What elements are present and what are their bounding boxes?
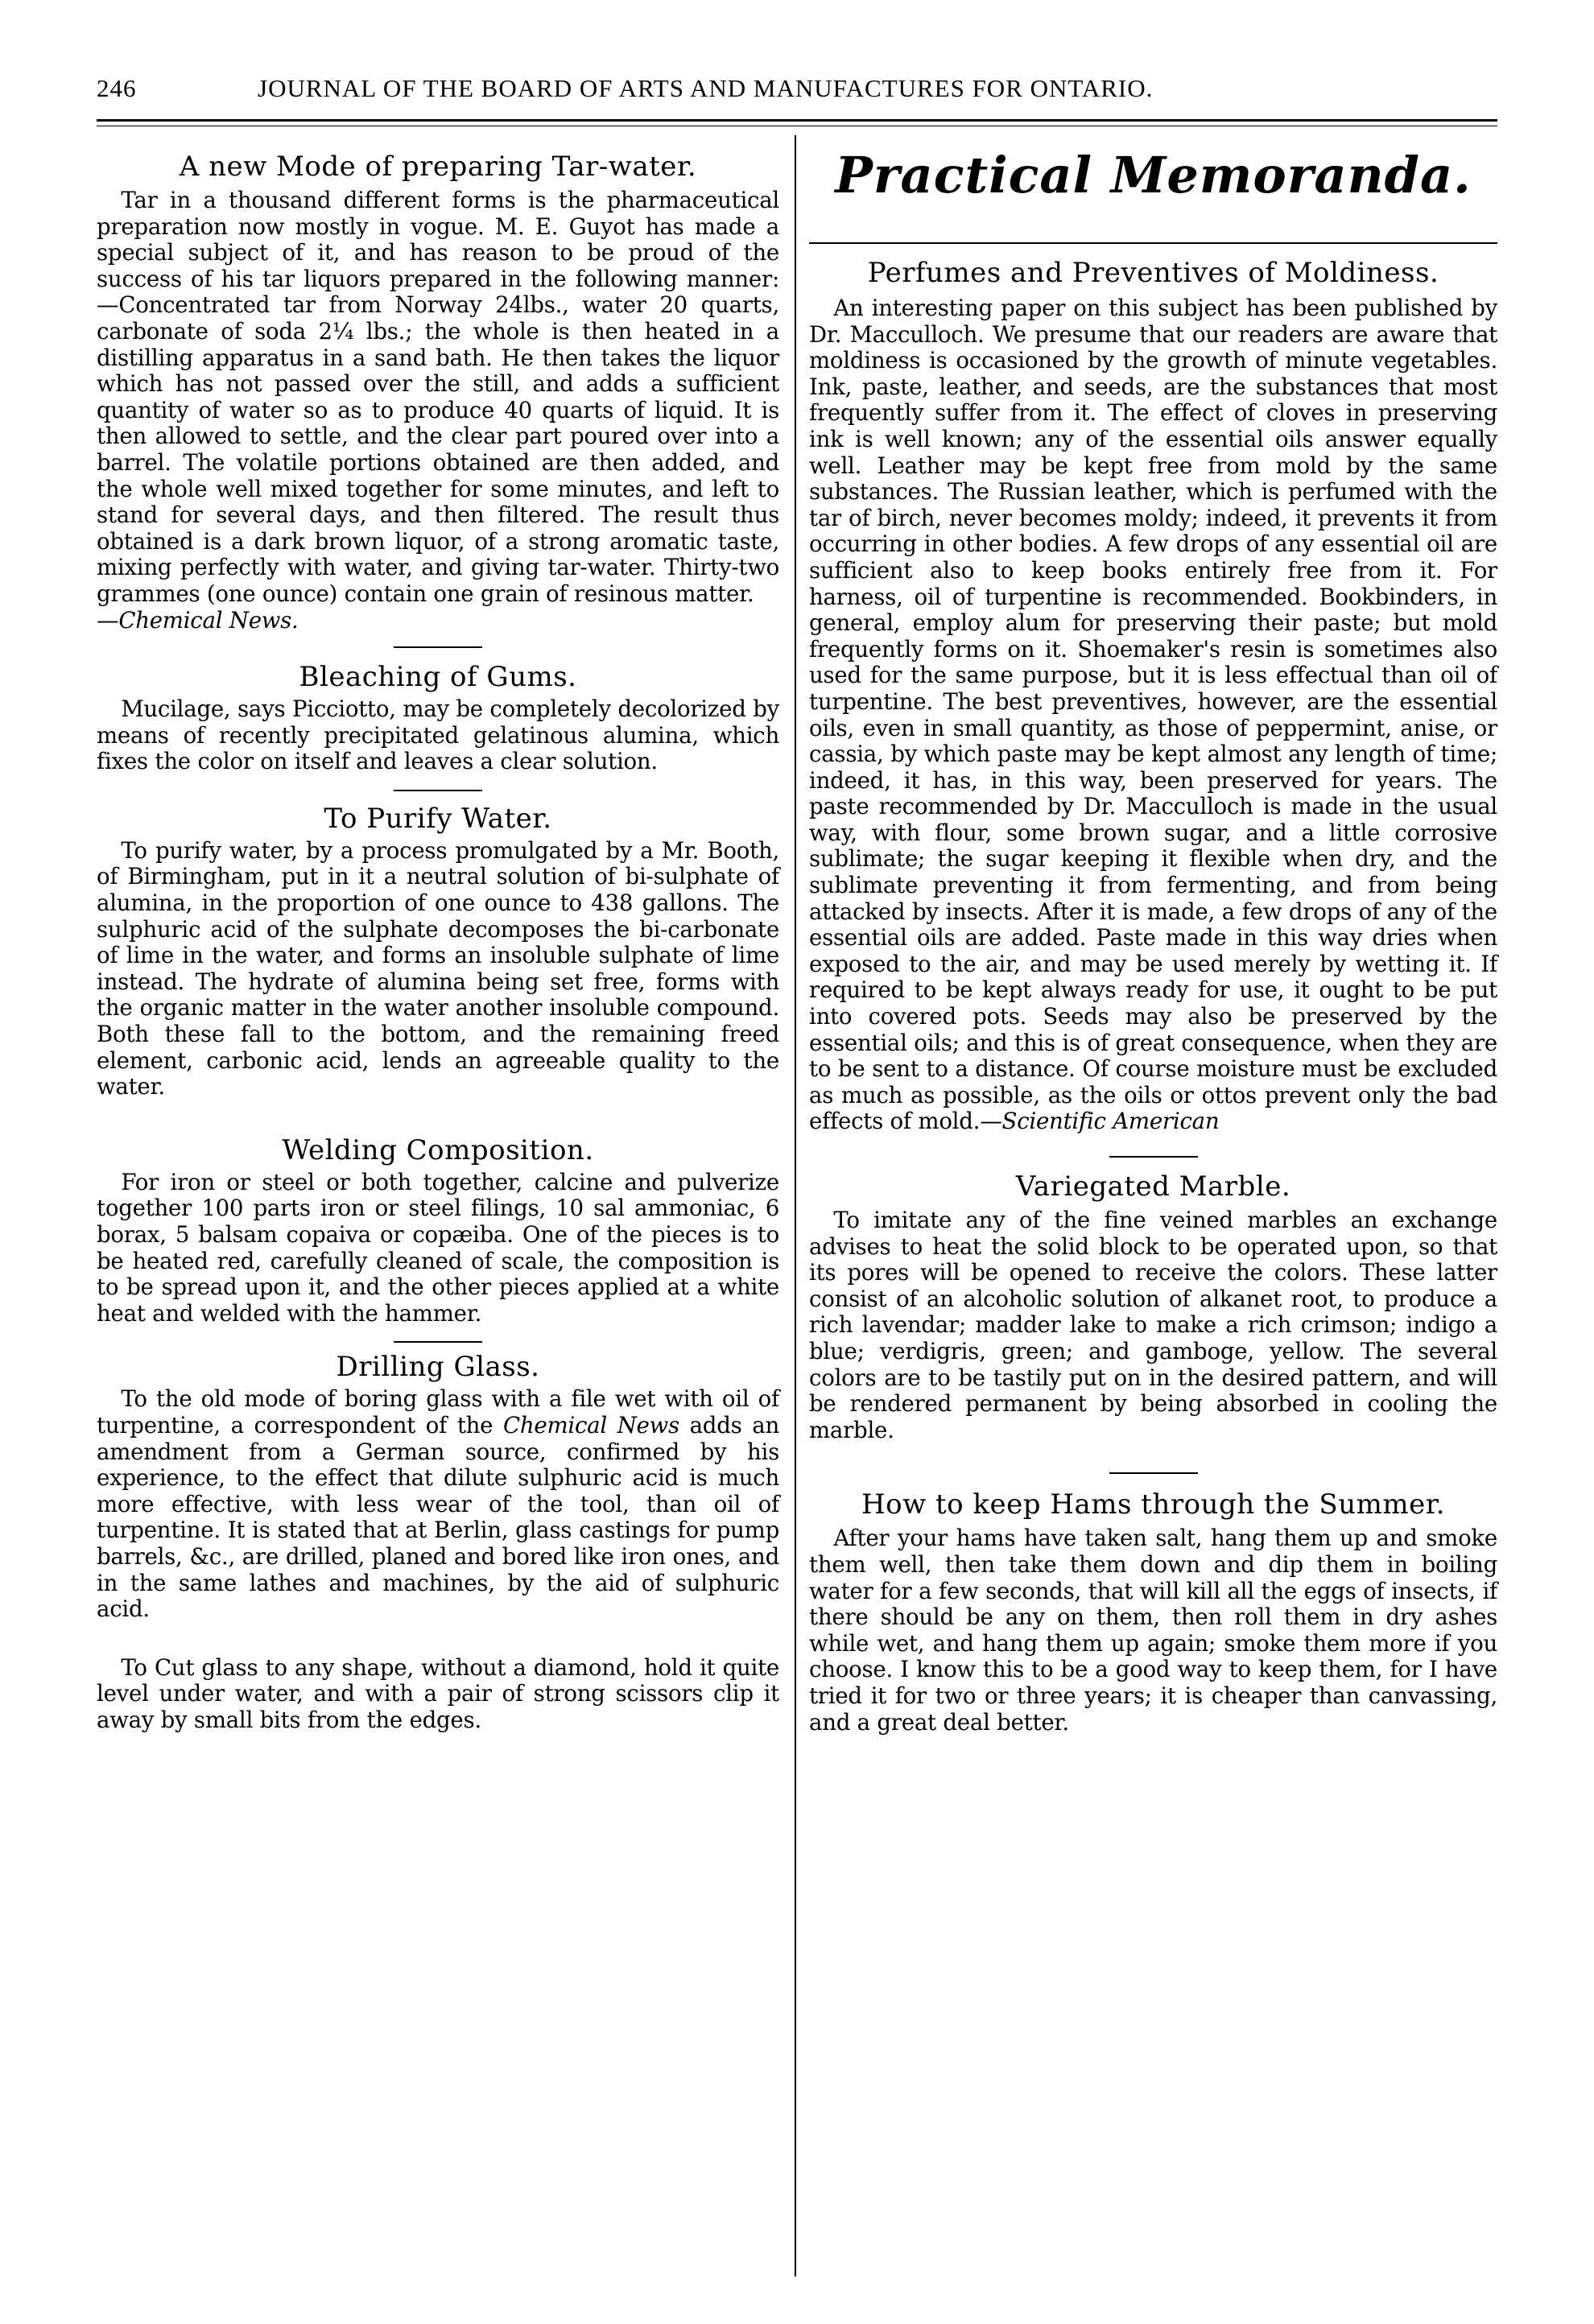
article-body-perfumes — [809, 295, 1497, 1135]
separator-rule — [394, 790, 482, 791]
article-body-tar-water — [97, 188, 779, 608]
article-title-marble: Variegated Marble. — [1015, 1170, 1291, 1203]
running-head — [97, 74, 1530, 106]
drilling-text-2: adds an amendment from a German source, confirmed by his experience, to the effect that dilute sulphuric acid is much more effective, with less wear of the tool, than oil of turpentine. It is stated that at Berlin, glass castings for pump barrels, &c., are drilled, planed and bored like iron ones, and in the same lathes and machines, by the aid of sulphuric acid. — [97, 1411, 779, 1623]
article-body-drilling-glass — [97, 1386, 779, 1622]
separator-rule — [394, 1341, 482, 1343]
drilling-text-1: To the old mode of boring glass with a file wet with oil of turpentine, a correspondent of the — [97, 1385, 779, 1439]
article-title-drilling-glass: Drilling Glass. — [336, 1351, 540, 1384]
article-body-cut-glass: To Cut glass to any shape, without a diamond, hold it quite level under water, and with a pair of strong scissors clip it away by small bits from the edges. — [97, 1653, 779, 1733]
section-title-rule — [809, 242, 1497, 244]
article-body-bleaching: Mucilage, says Picciotto, may be completely decolorized by means of recently precipitated gelatinous alumina, which fixes the color on itself and leaves a clear solution. — [97, 696, 779, 775]
perfumes-text: An interesting paper on this subject has been published by Dr. Macculloch. We presume that our readers are aware that moldiness is occasioned by the growth of minute vegetables. Ink, paste, leather, and seeds, are the substances that most frequently suffer from it. The effect of cloves in preserving ink is well known; any of the essential oils answer equally well. Leather may be kept free from mold by the same substances. The Russian leather, which is perfumed with the tar of birch, never becomes moldy; indeed, it prevents it from occurring in other bodies. A few drops of any essential oil are sufficient also to keep books entirely free from it. For harness, oil of turpentine is recommended. Bookbinders, in general, employ alum for preserving their paste; but mold frequently forms on it. Shoemaker's resin is sometimes also used for the same purpose, but it is less effectual than oil of turpentine. The best preventives, however, are the essential oils, even in small quantity, as those of peppermint, anise, or cassia, by which paste may be kept almost any length of time; indeed, it has, in this way, been preserved for years. The paste recommended by Dr. Macculloch is made in the usual way, with flour, some brown sugar, and a little corrosive sublimate; the sugar keeping it flexible when dry, and the sublimate preventing it from fermenting, and from being attacked by insects. After it is made, a few drops of any of the essential oils are added. Paste made in this way dries when exposed to the air, and may be used merely by wetting it. If required to be kept always ready for use, it ought to be put into covered pots. Seeds may also be preserved by the essential oils; and this is of great consequence, when they are to be sent to a distance. Of course moisture must be excluded as much as possible, as the oils or ottos prevent only the bad effects of mold. — [809, 295, 1497, 1135]
tar-water-text: Tar in a thousand different forms is the pharmaceutical preparation now mostly in vogue. M. E. Guyot has made a special subject of it, and has reason to be proud of the success of his tar liquors prepared in the following manner:—Concentrated tar from Norway 24lbs., water 20 quarts, carbonate of soda 2¼ lbs.; the whole is then heated in a distilling apparatus in a sand bath. He then takes the liquor which has not passed over the still, and adds a sufficient quantity of water so as to produce 40 quarts of liquid. It is then allowed to settle, and the clear part poured over into a barrel. The volatile portions obtained are then added, and the whole well mixed together for some minutes, and left to stand for several days, and then filtered. The result thus obtained is a dark brown liquor, of a strong aromatic taste, mixing perfectly with water, and giving tar-water. Thirty-two grammes (one ounce) contain one grain of resinous matter. — [97, 187, 779, 607]
article-body-marble: To imitate any of the fine veined marbles an exchange advises to heat the solid block to be operated upon, so that its pores will be opened to receive the colors. These latter consist of an alcoholic solution of alkanet root, to produce a rich lavendar; madder lake to make a rich crimson; indigo a blue; verdigris, green; and gamboge, yellow. The several colors are to be tastily put on in the desired pattern, and will be rendered permanent by being absorbed in cooling the marble. — [809, 1207, 1497, 1443]
journal-title: JOURNAL OF THE BOARD OF ARTS AND MANUFACTURES FOR ONTARIO. — [258, 74, 1154, 102]
section-title-practical-memoranda: Practical Memoranda. — [835, 146, 1472, 204]
tar-water-source: —Chemical News. — [97, 606, 299, 634]
article-title-purify-water: To Purify Water. — [324, 802, 552, 835]
article-body-welding: For iron or steel or both together, calcine and pulverize together 100 parts iron or steel filings, 10 sal ammoniac, 6 borax, 5 balsam copaiva or copæiba. One of the pieces is to be heated red, carefully cleaned of scale, the composition is to be spread upon it, and the other pieces applied at a white heat and welded with the hammer. — [97, 1168, 779, 1327]
article-title-tar-water: A new Mode of preparing Tar-water. — [179, 151, 697, 183]
article-title-perfumes: Perfumes and Preventives of Moldiness. — [867, 257, 1439, 289]
left-column — [97, 141, 779, 1734]
separator-rule — [394, 646, 482, 648]
article-title-hams: How to keep Hams through the Summer. — [861, 1488, 1446, 1521]
article-title-welding: Welding Composition. — [282, 1133, 594, 1166]
separator-rule — [1109, 1156, 1198, 1158]
column-divider — [795, 135, 796, 2277]
separator-rule — [1109, 1472, 1198, 1474]
drilling-journal-name: Chemical News — [502, 1411, 679, 1439]
article-title-bleaching: Bleaching of Gums. — [299, 661, 577, 694]
article-source-tar-water — [97, 608, 779, 634]
article-body-hams: After your hams have taken salt, hang them up and smoke them well, then take them down and dip them in boiling water for a few seconds, that will kill all the eggs of insects, if there should be any on them, then roll them in dry ashes while wet, and hang them up again; smoke them more if you choose. I know this to be a good way to keep them, for I have tried it for two or three years; it is cheaper than canvassing, and a great deal better. — [809, 1525, 1497, 1736]
right-column — [809, 141, 1497, 1736]
header-rule-thick — [97, 119, 1497, 122]
page-number: 246 — [97, 74, 137, 102]
perfumes-source: —Scientific American — [980, 1108, 1220, 1135]
article-body-purify-water: To purify water, by a process promulgated by a Mr. Booth, of Birmingham, put in it a neutral solution of bi-sulphate of alumina, in the proportion of one ounce to 438 gallons. The sulphuric acid of the sulphate decomposes the bi-carbonate of lime in the water, and forms an insoluble sulphate of lime instead. The hydrate of alumina being set free, forms with the organic matter in the water another insoluble compound. Both these fall to the bottom, and the remaining freed element, carbonic acid, lends an agreeable quality to the water. — [97, 836, 779, 1100]
